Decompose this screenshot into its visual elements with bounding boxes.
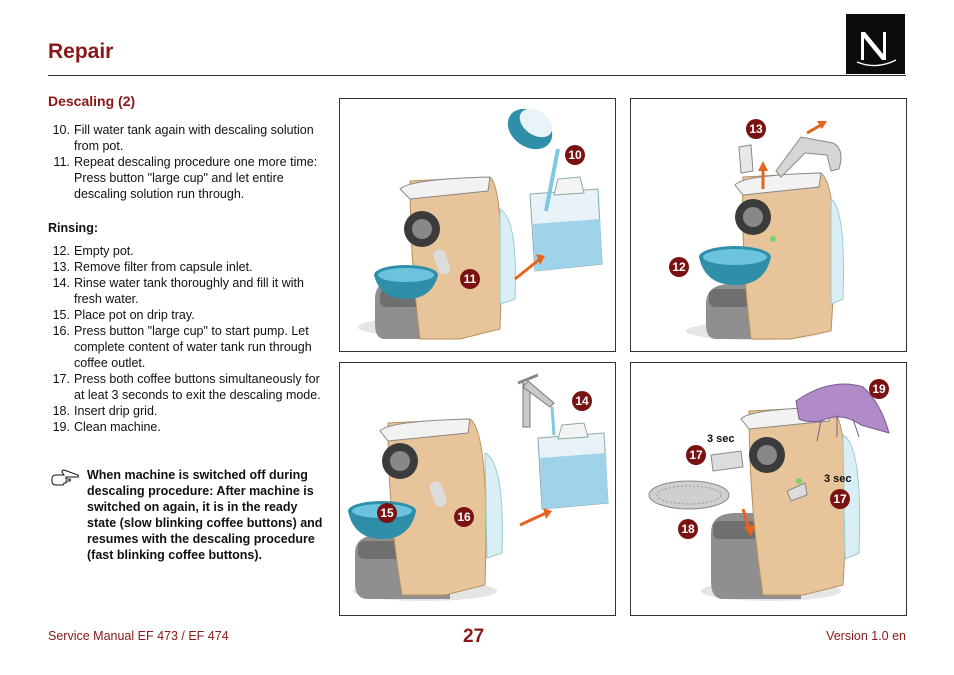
list-item: 18. Insert drip grid. [52, 404, 158, 418]
list-item: 15. Place pot on drip tray. [52, 308, 195, 322]
page-title: Repair [48, 40, 114, 63]
note-box [48, 467, 328, 563]
section-subtitle: Descaling (2) [48, 93, 136, 109]
step-badge: 11 [463, 272, 477, 286]
nespresso-logo [846, 14, 905, 74]
list-item: 10. Fill water tank again with descaling solution from pot. [52, 123, 314, 153]
list-item: 12. Empty pot. [52, 244, 134, 258]
figure-panel-descaling-refill [339, 98, 616, 352]
step-badge: 19 [872, 382, 886, 396]
step-badge: 17 [689, 448, 703, 462]
rinsing-steps-list [48, 243, 328, 435]
step-badge: 14 [575, 394, 589, 408]
footer-manual-title: Service Manual EF 473 / EF 474 [48, 629, 229, 643]
list-item: 11. Repeat descaling procedure one more time: Press button "large cup" and let entire descaling solution run through. [53, 155, 318, 201]
list-item: 17. Press both coffee buttons simultaneously for at leat 3 seconds to exit the descaling mode. [52, 372, 321, 402]
step-badge: 16 [457, 510, 471, 524]
note-text: When machine is switched off during descaling procedure: After machine is switched on again, it is in the ready state (slow blinking coffee buttons) and resumes with the descaling procedure (fast blinking coffee buttons). [87, 468, 323, 562]
rinsing-heading: Rinsing: [48, 221, 98, 235]
figure-panel-rinse-tank [339, 362, 616, 616]
pointing-hand-icon [50, 469, 80, 487]
duration-label: 3 sec [707, 433, 735, 445]
page-number: 27 [463, 626, 485, 647]
step-badge: 12 [672, 260, 686, 274]
list-item: 13. Remove filter from capsule inlet. [52, 260, 253, 274]
descaling-steps-list [48, 122, 328, 202]
step-badge: 10 [568, 148, 582, 162]
step-badge: 17 [833, 492, 847, 506]
duration-label: 3 sec [824, 473, 852, 485]
figure-panel-exit-descaling [630, 362, 907, 616]
step-badge: 15 [380, 506, 394, 520]
header-rule [48, 75, 906, 76]
figure-panel-empty-pot [630, 98, 907, 352]
footer-version: Version 1.0 en [826, 629, 906, 643]
list-item: 16. Press button "large cup" to start pump. Let complete content of water tank run through coffee outlet. [52, 324, 312, 370]
list-item: 19. Clean machine. [52, 420, 161, 434]
step-badge: 13 [749, 122, 763, 136]
list-item: 14. Rinse water tank thoroughly and fill it with fresh water. [52, 276, 304, 306]
step-badge: 18 [681, 522, 695, 536]
